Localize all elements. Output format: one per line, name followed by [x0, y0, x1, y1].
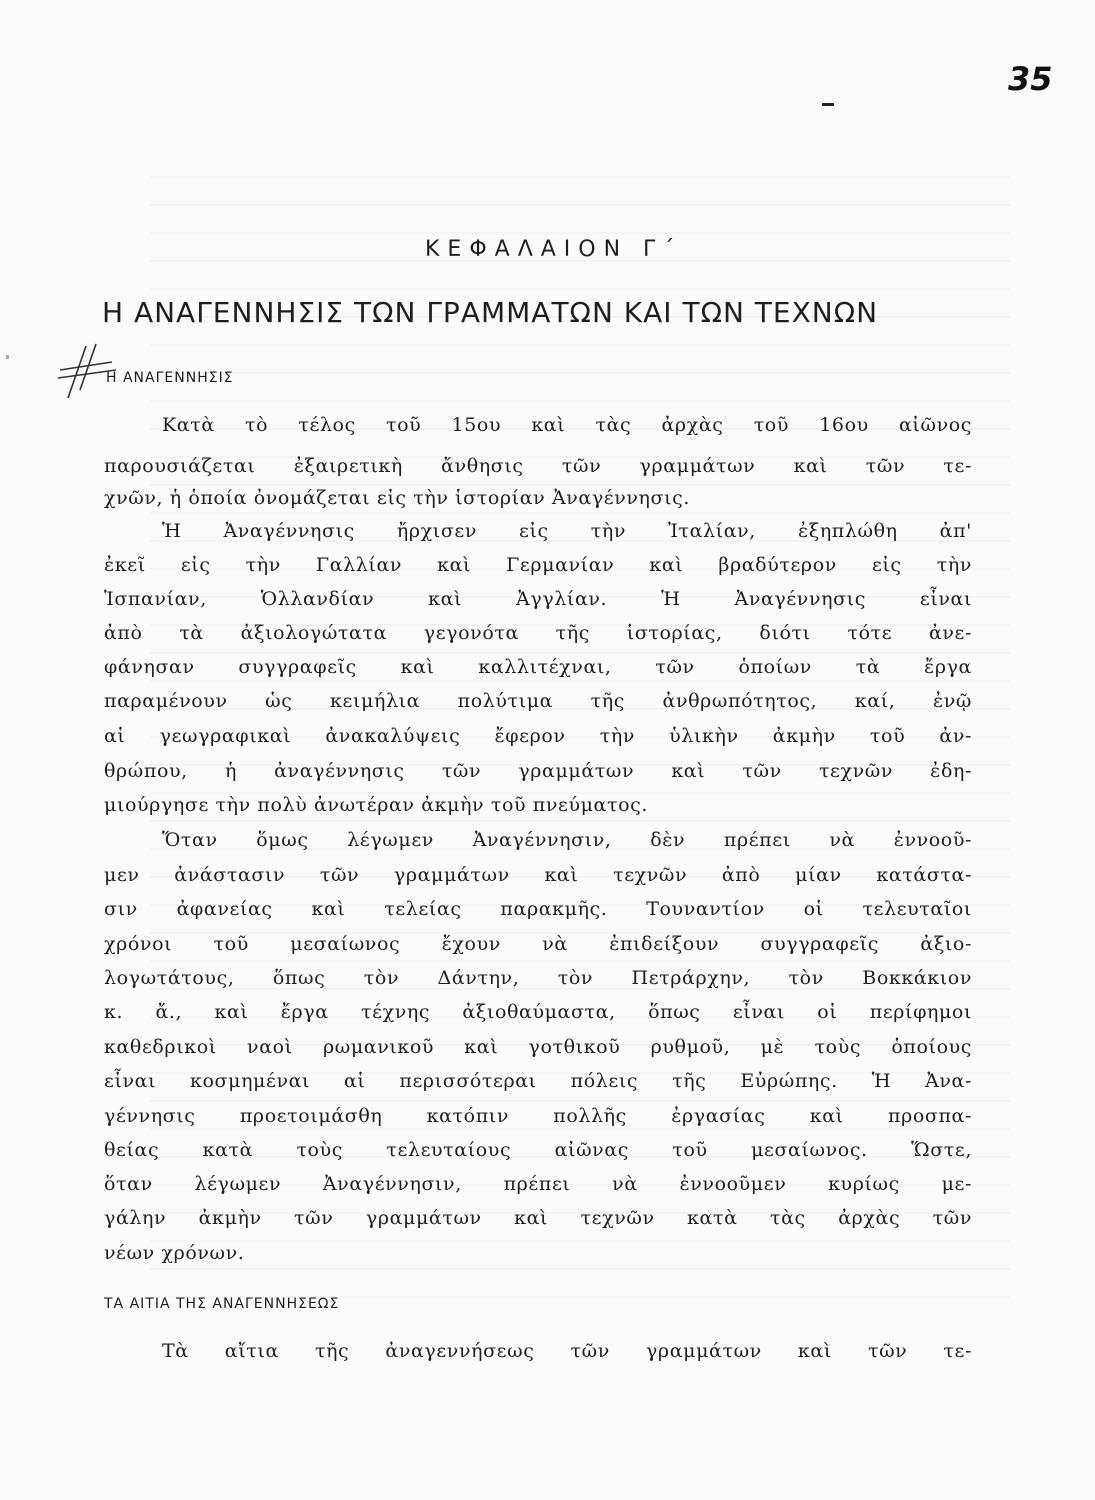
body-line: Ὅταν ὅμως λέγωμεν Ἀναγέννησιν, δὲν πρέπει νὰ ἐννοοῦ-	[162, 829, 972, 851]
body-line: χρόνοι τοῦ μεσαίωνος ἔχουν νὰ ἐπιδείξουν συγγραφεῖς ἀξιο-	[104, 933, 972, 955]
body-line: ὅταν λέγωμεν Ἀναγέννησιν, πρέπει νὰ ἐννοοῦμεν κυρίως με-	[104, 1173, 972, 1195]
body-line: Κατὰ τὸ τέλος τοῦ 15ου καὶ τὰς ἀρχὰς τοῦ 16ου αἰῶνος	[162, 414, 972, 436]
body-line: Ἱσπανίαν, Ὁλλανδίαν καὶ Ἀγγλίαν. Ἡ Ἀναγέννησις εἶναι	[104, 588, 972, 610]
body-line: νέων χρόνων.	[104, 1242, 245, 1264]
body-line: θείας κατὰ τοὺς τελευταίους αἰῶνας τοῦ μεσαίωνος. Ὥστε,	[104, 1139, 972, 1161]
page-number: 35	[1008, 60, 1053, 98]
section-heading-renaissance: Η ΑΝΑΓΕΝΝΗΣΙΣ	[106, 370, 234, 386]
body-line: φάνησαν συγγραφεῖς καὶ καλλιτέχναι, τῶν ὁποίων τὰ ἔργα	[104, 656, 972, 678]
scan-speck	[6, 355, 9, 359]
body-line: καθεδρικοὶ ναοὶ ρωμανικοῦ καὶ γοτθικοῦ ρυθμοῦ, μὲ τοὺς ὁποίους	[104, 1036, 972, 1058]
body-line: Τὰ αἴτια τῆς ἀναγεννήσεως τῶν γραμμάτων καὶ τῶν τε-	[162, 1340, 972, 1362]
body-line: ἐκεῖ εἰς τὴν Γαλλίαν καὶ Γερμανίαν καὶ βραδύτερον εἰς τὴν	[104, 554, 972, 576]
body-line: Ἡ Ἀναγέννησις ἤρχισεν εἰς τὴν Ἰταλίαν, ἐξηπλώθη ἀπ'	[162, 520, 972, 542]
body-line: ἀπὸ τὰ ἀξιολογώτατα γεγονότα τῆς ἱστορίας, διότι τότε ἀνε-	[104, 622, 972, 644]
body-line: παρουσιάζεται ἐξαιρετικὴ ἄνθησις τῶν γραμμάτων καὶ τῶν τε-	[104, 455, 972, 477]
body-line: σιν ἀφανείας καὶ τελείας παρακμῆς. Τουναντίον οἱ τελευταῖοι	[104, 898, 972, 920]
section-heading-causes: ΤΑ ΑΙΤΙΑ ΤΗΣ ΑΝΑΓΕΝΝΗΣΕΩΣ	[104, 1296, 340, 1312]
body-line: λογωτάτους, ὅπως τὸν Δάντην, τὸν Πετράρχην, τὸν Βοκκάκιον	[104, 967, 972, 989]
body-line: μεν ἀνάστασιν τῶν γραμμάτων καὶ τεχνῶν ἀπὸ μίαν κατάστα-	[104, 864, 972, 886]
body-line: γάλην ἀκμὴν τῶν γραμμάτων καὶ τεχνῶν κατὰ τὰς ἀρχὰς τῶν	[104, 1207, 972, 1229]
body-line: αἱ γεωγραφικαὶ ἀνακαλύψεις ἔφερον τὴν ὑλικὴν ἀκμὴν τοῦ ἀν-	[104, 725, 972, 747]
body-line: παραμένουν ὡς κειμήλια πολύτιμα τῆς ἀνθρωπότητος, καί, ἐνῷ	[104, 690, 972, 712]
chapter-title: Η ΑΝΑΓΕΝΝΗΣΙΣ ΤΩΝ ΓΡΑΜΜΑΤΩΝ ΚΑΙ ΤΩΝ ΤΕΧΝΩΝ	[102, 296, 879, 329]
body-line: γέννησις προετοιμάσθη κατόπιν πολλῆς ἐργασίας καὶ προσπα-	[104, 1105, 972, 1127]
chapter-heading: ΚΕΦΑΛΑΙΟΝ Γ΄	[425, 237, 683, 262]
body-line: χνῶν, ἡ ὁποία ὀνομάζεται εἰς τὴν ἱστορίαν Ἀναγέννησις.	[104, 487, 691, 509]
body-line: εἶναι κοσμημέναι αἱ περισσότεραι πόλεις τῆς Εὐρώπης. Ἡ Ἀνα-	[104, 1070, 972, 1092]
body-line: μιούργησε τὴν πολὺ ἀνωτέραν ἀκμὴν τοῦ πνεύματος.	[104, 794, 649, 816]
body-line: θρώπου, ἡ ἀναγέννησις τῶν γραμμάτων καὶ τῶν τεχνῶν ἐδη-	[104, 760, 972, 782]
body-line: κ. ἄ., καὶ ἔργα τέχνης ἀξιοθαύμαστα, ὅπως εἶναι οἱ περίφημοι	[104, 1001, 972, 1023]
pencil-dash	[822, 103, 834, 106]
